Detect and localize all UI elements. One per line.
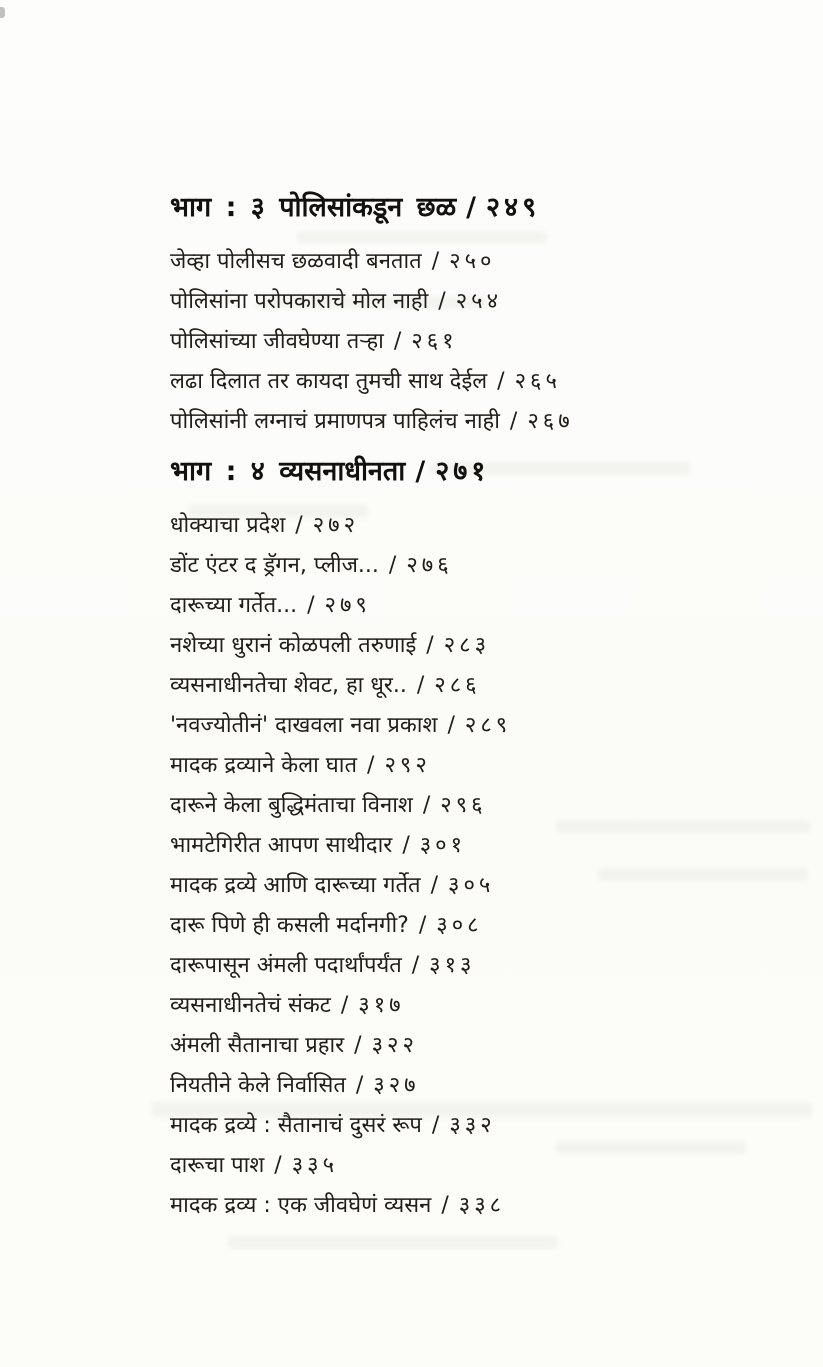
entry-title: नियतीने केले निर्वासित	[170, 1073, 346, 1098]
toc-entry	[170, 746, 650, 786]
toc-entry	[170, 322, 650, 362]
entry-title: जेव्हा पोलीसच छळवादी बनतात	[170, 249, 422, 274]
separator: /	[367, 753, 375, 778]
separator: /	[415, 456, 426, 487]
entry-title: नशेच्या धुरानं कोळपली तरुणाई	[170, 633, 417, 658]
separator: /	[307, 593, 315, 618]
toc-entry	[170, 402, 650, 442]
entry-page-number: ३३२	[449, 1113, 496, 1138]
table-of-contents	[170, 188, 650, 1226]
entry-title: दारू पिणे ही कसली मर्दानगी?	[170, 913, 409, 938]
separator: /	[441, 1193, 449, 1218]
toc-entry	[170, 626, 650, 666]
separator: /	[418, 913, 427, 938]
entry-title: धोक्याचा प्रदेश	[170, 513, 286, 538]
entry-page-number: ३०१	[419, 833, 467, 858]
separator: /	[422, 793, 431, 818]
section-heading	[170, 452, 650, 506]
entry-title: 'नवज्योतीनं' दाखवला नवा प्रकाश	[170, 713, 438, 738]
entry-page-number: ३२२	[371, 1033, 418, 1058]
toc-entry	[170, 666, 650, 706]
entry-page-number: २६१	[411, 329, 458, 354]
toc-entry	[170, 506, 650, 546]
entry-title: अंमली सैतानाचा प्रहार	[170, 1033, 345, 1058]
entry-page-number: २७२	[312, 513, 360, 538]
separator: /	[388, 553, 397, 578]
section-title: भाग : ४ व्यसनाधीनता	[170, 456, 406, 487]
separator: /	[402, 833, 410, 858]
separator: /	[430, 873, 438, 898]
scan-artifact	[0, 7, 5, 18]
entry-title: डोंट एंटर द ड्रॅगन, प्लीज...	[170, 553, 379, 578]
section-page-number: २४९	[485, 192, 541, 223]
entry-page-number: २८३	[443, 633, 491, 658]
toc-entry	[170, 946, 650, 986]
entry-page-number: २९६	[440, 793, 487, 818]
separator: /	[411, 953, 420, 978]
entry-title: पोलिसांनी लग्नाचं प्रमाणपत्र पाहिलंच नाही	[170, 409, 500, 434]
toc-entry	[170, 906, 650, 946]
toc-entry	[170, 362, 650, 402]
separator: /	[393, 329, 402, 354]
entry-title: मादक द्रव्ये आणि दारूच्या गर्तेत	[170, 873, 421, 898]
entry-title: लढा दिलात तर कायदा तुमची साथ देईल	[170, 369, 488, 394]
show-through-smudge	[228, 1236, 558, 1249]
separator: /	[447, 713, 455, 738]
entry-title: व्यसनाधीनतेचा शेवट, हा धूर..	[170, 673, 407, 698]
toc-entry	[170, 1026, 650, 1066]
toc-entry	[170, 826, 650, 866]
entry-page-number: २८९	[464, 713, 512, 738]
toc-entry	[170, 706, 650, 746]
entry-page-number: ३१७	[358, 993, 405, 1018]
entry-title: मादक द्रव्ये : सैतानाचं दुसरं रूप	[170, 1113, 422, 1138]
separator: /	[355, 1073, 364, 1098]
entry-page-number: ३१३	[429, 953, 476, 978]
separator: /	[426, 633, 434, 658]
toc-entry	[170, 1106, 650, 1146]
entry-page-number: २५४	[455, 289, 503, 314]
separator: /	[509, 409, 518, 434]
entry-title: दारूपासून अंमली पदार्थांपर्यंत	[170, 953, 402, 978]
separator: /	[354, 1033, 362, 1058]
entry-page-number: ३०८	[436, 913, 483, 938]
separator: /	[438, 289, 446, 314]
toc-entry	[170, 1146, 650, 1186]
entry-page-number: ३३५	[291, 1153, 339, 1178]
section-heading	[170, 188, 650, 242]
toc-entry	[170, 1066, 650, 1106]
separator: /	[466, 192, 476, 223]
toc-entry	[170, 1186, 650, 1226]
entry-title: व्यसनाधीनतेचं संकट	[170, 993, 331, 1018]
entry-page-number: २५०	[449, 249, 496, 274]
entry-title: दारूचा पाश	[170, 1153, 265, 1178]
toc-entry	[170, 242, 650, 282]
entry-page-number: २८६	[434, 673, 481, 698]
toc-entry	[170, 866, 650, 906]
separator: /	[431, 249, 440, 274]
separator: /	[295, 513, 303, 538]
toc-entry	[170, 546, 650, 586]
separator: /	[497, 369, 505, 394]
toc-entry	[170, 586, 650, 626]
entry-title: पोलिसांच्या जीवघेण्या तऱ्हा	[170, 329, 384, 354]
section-page-number: २७१	[435, 456, 490, 487]
entry-title: भामटेगिरीत आपण साथीदार	[170, 833, 393, 858]
separator: /	[340, 993, 349, 1018]
toc-entry	[170, 986, 650, 1026]
entry-page-number: ३०५	[448, 873, 495, 898]
separator: /	[274, 1153, 282, 1178]
entry-page-number: २७६	[406, 553, 453, 578]
entry-title: मादक द्रव्याने केला घात	[170, 753, 358, 778]
entry-title: दारूच्या गर्तेत...	[170, 593, 298, 618]
entry-title: दारूने केला बुद्धिमंताचा विनाश	[170, 793, 413, 818]
entry-page-number: ३३८	[458, 1193, 506, 1218]
entry-page-number: २६५	[514, 369, 561, 394]
separator: /	[431, 1113, 440, 1138]
entry-title: मादक द्रव्य : एक जीवघेणं व्यसन	[170, 1193, 432, 1218]
section-title: भाग : ३ पोलिसांकडून छळ	[170, 192, 457, 223]
entry-page-number: २६७	[527, 409, 574, 434]
toc-entry	[170, 786, 650, 826]
entry-page-number: ३२७	[373, 1073, 420, 1098]
entry-page-number: २७९	[324, 593, 371, 618]
separator: /	[416, 673, 425, 698]
toc-entry	[170, 282, 650, 322]
entry-page-number: २९२	[384, 753, 431, 778]
entry-title: पोलिसांना परोपकाराचे मोल नाही	[170, 289, 429, 314]
